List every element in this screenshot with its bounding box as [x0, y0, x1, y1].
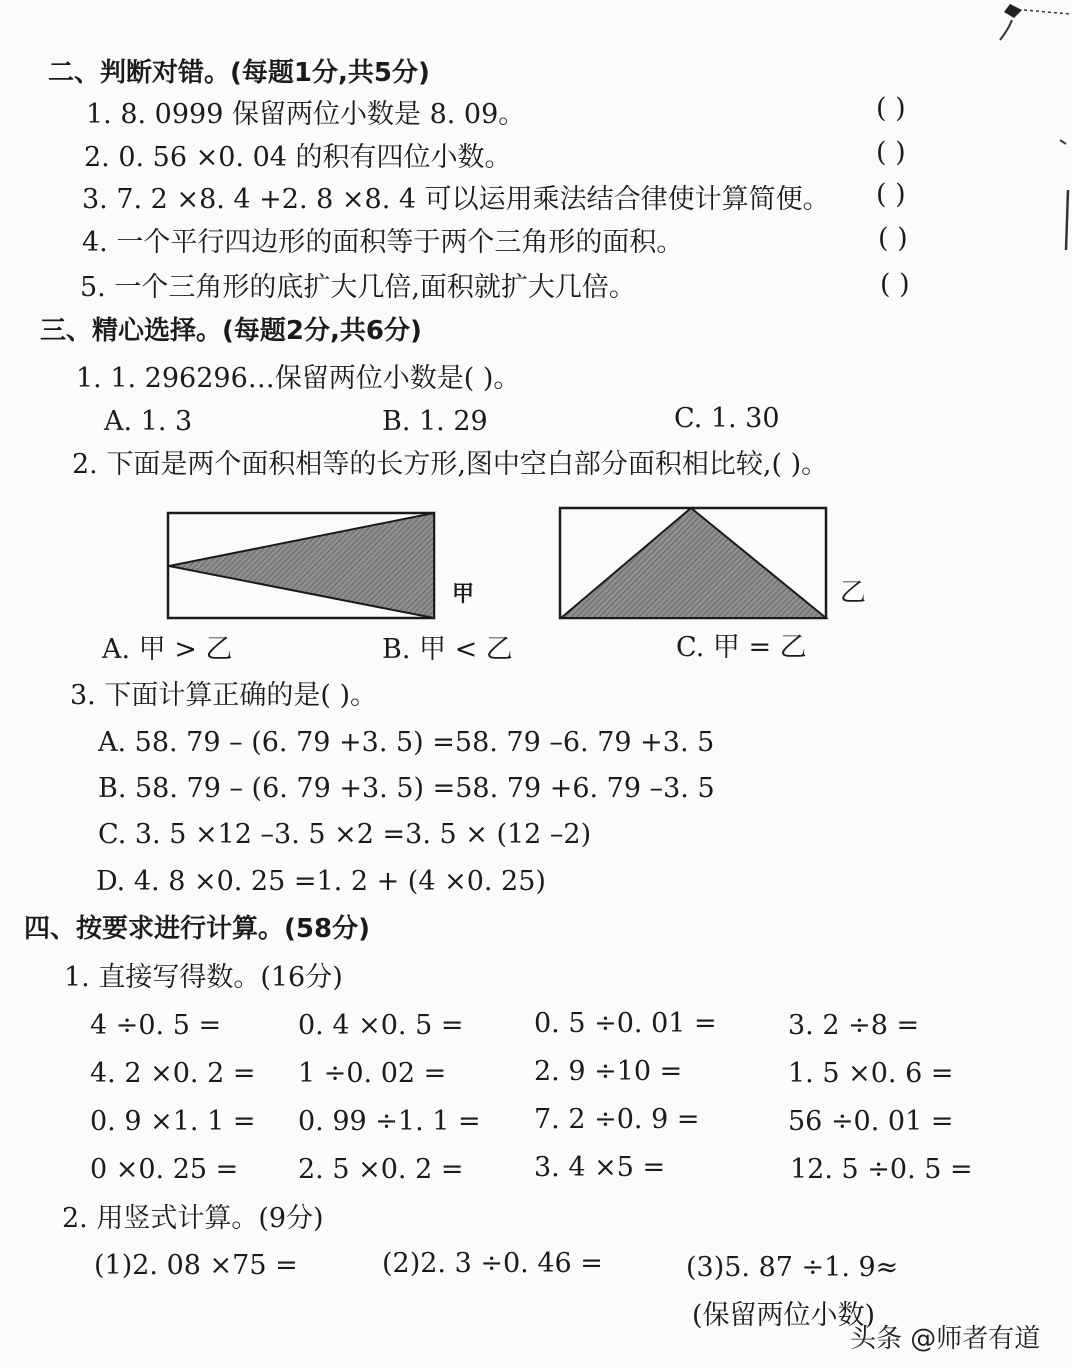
- direct-calc-r2c2: 1 ÷0. 02 =: [298, 1058, 447, 1089]
- watermark-text: 头条 @师者有道: [850, 1324, 1041, 1354]
- section-4-heading: 四、按要求进行计算。(58分): [24, 914, 370, 944]
- choice-q3-option-c: C. 3. 5 ×12 –3. 5 ×2 =3. 5 × (12 –2): [98, 819, 592, 850]
- direct-calc-r4c2: 2. 5 ×0. 2 =: [298, 1154, 464, 1185]
- choice-q3-option-a: A. 58. 79 – (6. 79 +3. 5) =58. 79 –6. 79 +3. 5: [98, 727, 715, 758]
- judge-question-5: 5. 一个三角形的底扩大几倍,面积就扩大几倍。: [80, 272, 636, 303]
- judge-answer-blank-2: ( ): [876, 137, 906, 168]
- choice-question-1-stem: 1. 1. 296296…保留两位小数是( )。: [76, 363, 521, 394]
- direct-write-title: 1. 直接写得数。(16分): [64, 962, 343, 993]
- label-jia: 甲: [452, 582, 475, 607]
- direct-calc-r1c3: 0. 5 ÷0. 01 =: [534, 1008, 717, 1039]
- judge-answer-blank-3: ( ): [876, 179, 906, 210]
- scan-mark-decoration: [990, 0, 1072, 50]
- direct-calc-r3c1: 0. 9 ×1. 1 =: [90, 1106, 256, 1137]
- direct-calc-r2c4: 1. 5 ×0. 6 =: [788, 1058, 954, 1089]
- direct-calc-r4c1: 0 ×0. 25 =: [90, 1154, 239, 1185]
- judge-question-2: 2. 0. 56 ×0. 04 的积有四位小数。: [84, 142, 512, 173]
- choice-q1-option-c: C. 1. 30: [674, 403, 780, 434]
- rectangle-jia-figure: [166, 510, 438, 622]
- edge-mark-decoration: [1040, 120, 1072, 260]
- choice-q1-option-b: B. 1. 29: [382, 406, 488, 437]
- choice-q2-option-b: B. 甲 < 乙: [382, 634, 513, 665]
- rectangle-yi-figure: [558, 505, 830, 621]
- section-2-heading: 二、判断对错。(每题1分,共5分): [48, 58, 430, 88]
- vertical-calc-item-2: (2)2. 3 ÷0. 46 =: [382, 1248, 603, 1279]
- judge-answer-blank-5: ( ): [880, 269, 910, 300]
- choice-q1-option-a: A. 1. 3: [104, 406, 193, 437]
- label-yi: 乙: [840, 578, 867, 608]
- vertical-calc-item-3: (3)5. 87 ÷1. 9≈: [686, 1252, 899, 1283]
- direct-calc-r2c3: 2. 9 ÷10 =: [534, 1056, 683, 1087]
- judge-question-1: 1. 8. 0999 保留两位小数是 8. 09。: [86, 99, 526, 130]
- direct-calc-r3c3: 7. 2 ÷0. 9 =: [534, 1104, 700, 1135]
- judge-answer-blank-1: ( ): [876, 93, 906, 124]
- choice-q2-option-a: A. 甲 > 乙: [102, 634, 233, 665]
- choice-q2-option-c: C. 甲 = 乙: [676, 632, 807, 663]
- rounding-note: (保留两位小数): [692, 1300, 876, 1331]
- judge-question-3: 3. 7. 2 ×8. 4 +2. 8 ×8. 4 可以运用乘法结合律使计算简便。: [82, 184, 830, 215]
- direct-calc-r3c2: 0. 99 ÷1. 1 =: [298, 1106, 481, 1137]
- section-3-heading: 三、精心选择。(每题2分,共6分): [40, 316, 422, 346]
- direct-calc-r4c4: 12. 5 ÷0. 5 =: [790, 1154, 973, 1185]
- vertical-calc-title: 2. 用竖式计算。(9分): [62, 1203, 324, 1234]
- choice-question-3-stem: 3. 下面计算正确的是( )。: [70, 680, 377, 711]
- choice-question-2-stem: 2. 下面是两个面积相等的长方形,图中空白部分面积相比较,( )。: [72, 449, 829, 480]
- direct-calc-r1c1: 4 ÷0. 5 =: [90, 1010, 222, 1041]
- direct-calc-r4c3: 3. 4 ×5 =: [534, 1152, 666, 1183]
- direct-calc-r2c1: 4. 2 ×0. 2 =: [90, 1058, 256, 1089]
- direct-calc-r3c4: 56 ÷0. 01 =: [788, 1106, 954, 1137]
- choice-q3-option-d: D. 4. 8 ×0. 25 =1. 2 + (4 ×0. 25): [96, 866, 546, 897]
- judge-answer-blank-4: ( ): [878, 223, 908, 254]
- direct-calc-r1c2: 0. 4 ×0. 5 =: [298, 1010, 464, 1041]
- vertical-calc-item-1: (1)2. 08 ×75 =: [94, 1250, 298, 1281]
- judge-question-4: 4. 一个平行四边形的面积等于两个三角形的面积。: [82, 227, 684, 258]
- choice-q3-option-b: B. 58. 79 – (6. 79 +3. 5) =58. 79 +6. 79 –3. 5: [98, 773, 715, 804]
- direct-calc-r1c4: 3. 2 ÷8 =: [788, 1010, 920, 1041]
